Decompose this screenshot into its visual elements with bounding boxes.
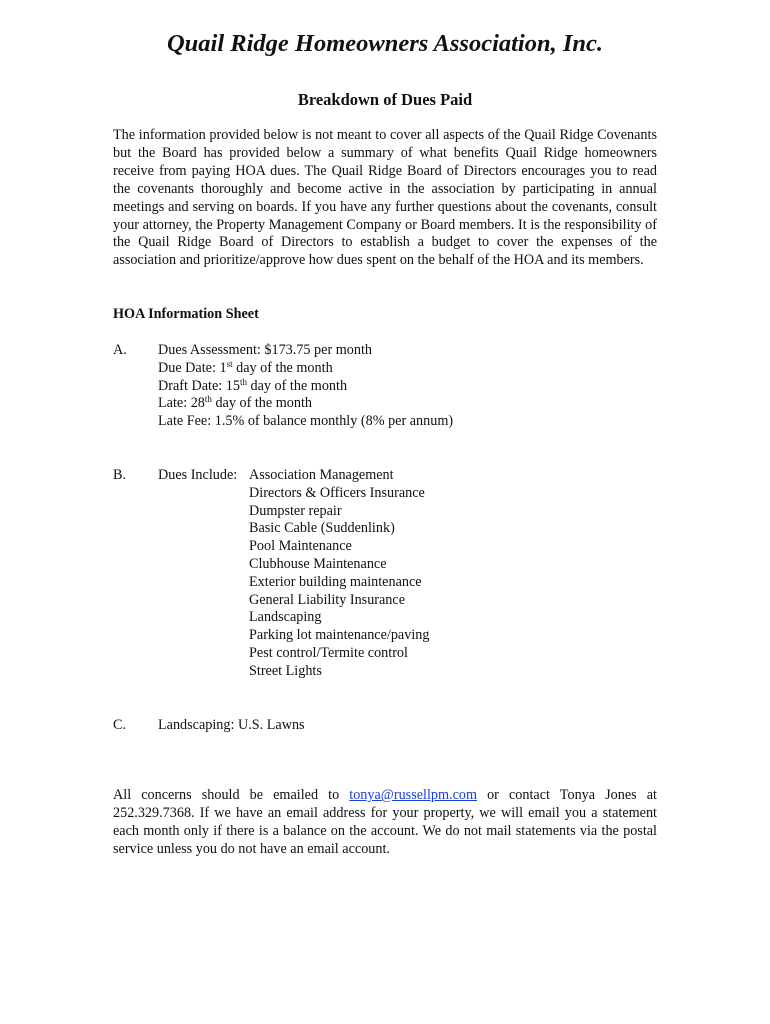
list-item: Pest control/Termite control [249,644,408,661]
landscaping-line: Landscaping: U.S. Lawns [158,717,305,733]
due-date: Due Date: 1st day of the month [158,358,333,376]
list-item: Street Lights [249,662,322,679]
section-a-details [158,342,453,431]
list-item: Pool Maintenance [249,538,352,555]
section-heading: HOA Information Sheet [113,306,259,322]
section-a-letter: A. [113,342,127,358]
late-date: Late: 28th day of the month [158,394,312,412]
late-fee: Late Fee: 1.5% of balance monthly (8% per annum) [158,413,454,430]
list-item: Association Management [249,467,394,483]
list-item: Basic Cable (Suddenlink) [249,520,395,537]
closing-paragraph: All concerns should be emailed to tonya@russellpm.com or contact Tonya Jones at 252.329.7368. If we have an email address for your property, we will email you a statement each month only if there is a balance on the account. We do not mail statements via the postal service unless you do not have an email account. [113,787,657,857]
section-c-letter: C. [113,717,127,733]
dues-include-list [249,467,429,681]
list-item: Dumpster repair [249,502,342,519]
document-title: Quail Ridge Homeowners Association, Inc. [166,30,604,57]
dues-assessment: Dues Assessment: $173.75 per month [158,342,372,358]
list-item: Exterior building maintenance [249,573,422,590]
list-item: Parking lot maintenance/paving [249,627,430,644]
list-item: General Liability Insurance [249,591,405,608]
draft-date: Draft Date: 15th day of the month [158,376,348,394]
section-b-letter: B. [113,467,127,483]
list-item: Directors & Officers Insurance [249,484,425,501]
document-subtitle: Breakdown of Dues Paid [297,90,473,109]
dues-include-label: Dues Include: [158,467,238,483]
contact-email-link[interactable]: tonya@russellpm.com [349,787,477,803]
intro-paragraph: The information provided below is not meant to cover all aspects of the Quail Ridge Covenants but the Board has provided below a summary of what benefits Quail Ridge homeowners receive from paying HOA dues. The Quail Ridge Board of Directors encourages you to read the covenants thoroughly and become active in the association by participating in annual meetings and serving on boards. If you have any further questions about the covenants, consult your attorney, the Property Management Company or Board members. It is the responsibility of the Quail Ridge Board of Directors to establish a budget to cover the expenses of the association and prioritize/approve how dues spent on the behalf of the HOA and its members. [113,127,657,269]
list-item: Clubhouse Maintenance [249,555,387,572]
list-item: Landscaping [249,609,322,626]
